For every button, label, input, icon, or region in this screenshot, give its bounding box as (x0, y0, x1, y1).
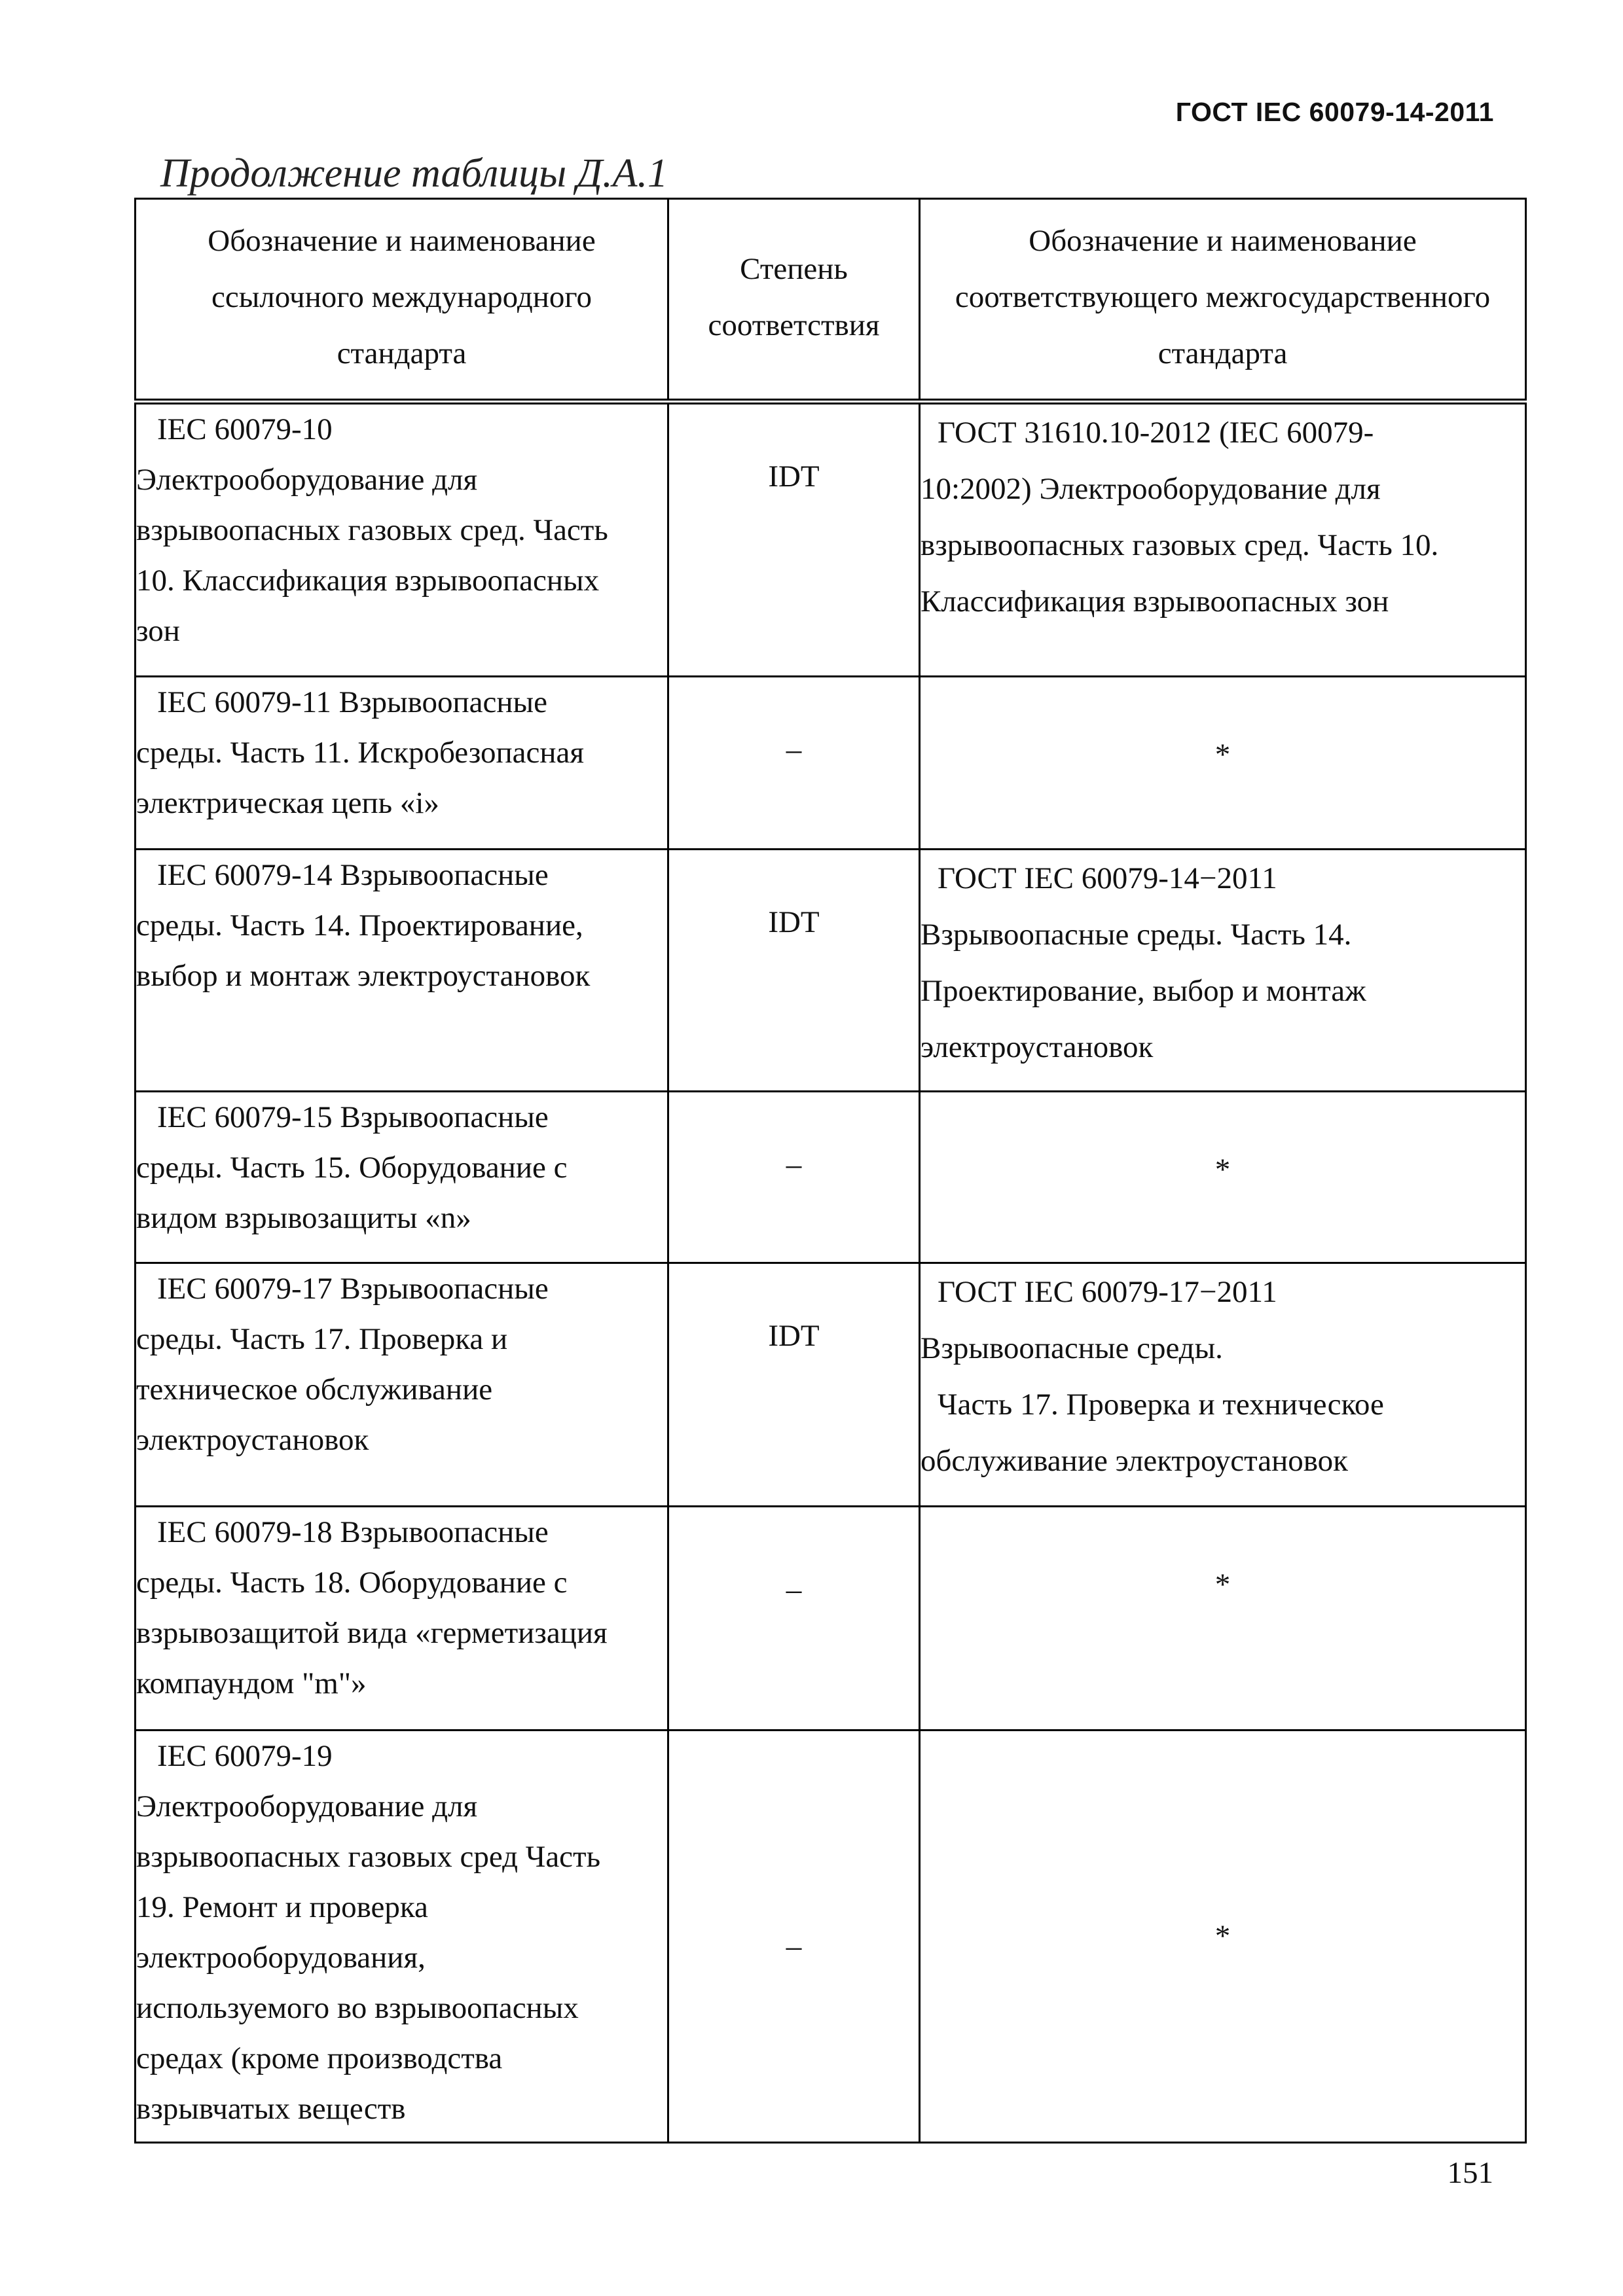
cell-line: IEC 60079-10 (157, 412, 333, 446)
table-caption: Продолжение таблицы Д.А.1 (160, 151, 668, 196)
cell-line: IEC 60079-14 Взрывоопасные (157, 858, 549, 892)
table-row (136, 677, 1526, 850)
degree-cell: IDT (668, 1263, 920, 1507)
cell-line: Классификация взрывоопасных зон (921, 584, 1389, 619)
cell-line: IEC 60079-17 Взрывоопасные (157, 1272, 549, 1306)
international-standard-cell (136, 402, 668, 677)
cell-line: взрывоопасных газовых сред. Часть (136, 513, 608, 547)
cell-line: электрическая цепь «i» (136, 786, 439, 820)
cell-line: видом взрывозащиты «n» (136, 1201, 471, 1235)
cell-line: Часть 17. Проверка и техническое (938, 1388, 1384, 1422)
interstate-standard-cell (920, 402, 1526, 677)
column-header-interstate: Обозначение и наименование соответствующего межгосударственного стандарта (920, 199, 1526, 402)
international-standard-cell (136, 677, 668, 850)
interstate-standard-cell: * (920, 1731, 1526, 2143)
cell-line: компаундом "m"» (136, 1666, 367, 1700)
interstate-standard-cell: * (920, 677, 1526, 850)
interstate-standard-cell (920, 850, 1526, 1092)
interstate-standard-cell (920, 1263, 1526, 1507)
cell-line: 10:2002) Электрооборудование для (921, 472, 1381, 506)
table-row (136, 1092, 1526, 1263)
standards-table (134, 198, 1527, 2144)
cell-line: IEC 60079-18 Взрывоопасные (157, 1515, 549, 1549)
cell-line: среды. Часть 11. Искробезопасная (136, 736, 585, 770)
international-standard-cell (136, 1731, 668, 2143)
international-standard-cell (136, 1092, 668, 1263)
cell-line: среды. Часть 17. Проверка и (136, 1322, 508, 1356)
cell-line: взрывозащитой вида «герметизация (136, 1616, 608, 1650)
cell-line: Проектирование, выбор и монтаж (921, 974, 1366, 1008)
cell-line: используемого во взрывоопасных (136, 1991, 579, 2025)
cell-line: Электрооборудование для (136, 463, 478, 497)
document-code: ГОСТ IEC 60079-14-2011 (1175, 97, 1494, 127)
table-row (136, 1263, 1526, 1507)
degree-cell: IDT (668, 402, 920, 677)
cell-line: IEC 60079-15 Взрывоопасные (157, 1100, 549, 1134)
page-number: 151 (1447, 2156, 1493, 2190)
cell-line: Взрывоопасные среды. (921, 1331, 1223, 1365)
column-header-international: Обозначение и наименование ссылочного международного стандарта (136, 199, 668, 402)
cell-line: Электрооборудование для (136, 1789, 478, 1823)
cell-line: техническое обслуживание (136, 1372, 493, 1407)
cell-line: выбор и монтаж электроустановок (136, 959, 591, 993)
column-header-degree: Степень соответствия (668, 199, 920, 402)
cell-line: ГОСТ IEC 60079-14−2011 (938, 861, 1277, 895)
interstate-standard-cell: * (920, 1507, 1526, 1731)
cell-line: 19. Ремонт и проверка (136, 1890, 428, 1924)
cell-line: взрывчатых веществ (136, 2092, 406, 2126)
cell-line: взрывоопасных газовых сред Часть (136, 1840, 601, 1874)
degree-cell: _ (668, 1731, 920, 2143)
table-row (136, 402, 1526, 677)
international-standard-cell (136, 1507, 668, 1731)
cell-line: среды. Часть 15. Оборудование с (136, 1151, 568, 1185)
interstate-standard-cell: * (920, 1092, 1526, 1263)
degree-cell: – (668, 677, 920, 850)
cell-line: 10. Классификация взрывоопасных (136, 564, 600, 598)
degree-cell: _ (668, 1507, 920, 1731)
cell-line: зон (136, 614, 180, 648)
cell-line: среды. Часть 14. Проектирование, (136, 908, 583, 942)
cell-line: ГОСТ 31610.10-2012 (IEC 60079- (938, 416, 1374, 450)
cell-line: электрооборудования, (136, 1941, 426, 1975)
cell-line: обслуживание электроустановок (921, 1444, 1348, 1478)
degree-cell: – (668, 1092, 920, 1263)
cell-line: взрывоопасных газовых сред. Часть 10. (921, 528, 1439, 562)
cell-line: IEC 60079-11 Взрывоопасные (157, 685, 547, 719)
cell-line: электроустановок (921, 1030, 1154, 1064)
international-standard-cell (136, 850, 668, 1092)
table-row (136, 850, 1526, 1092)
cell-line: среды. Часть 18. Оборудование с (136, 1566, 568, 1600)
cell-line: средах (кроме производства (136, 2041, 503, 2075)
cell-line: ГОСТ IEC 60079-17−2011 (938, 1275, 1277, 1309)
international-standard-cell (136, 1263, 668, 1507)
table-header-row (136, 199, 1526, 402)
cell-line: электроустановок (136, 1423, 369, 1457)
table-row (136, 1507, 1526, 1731)
cell-line: IEC 60079-19 (157, 1739, 333, 1773)
degree-cell: IDT (668, 850, 920, 1092)
table-row (136, 1731, 1526, 2143)
cell-line: Взрывоопасные среды. Часть 14. (921, 918, 1352, 952)
